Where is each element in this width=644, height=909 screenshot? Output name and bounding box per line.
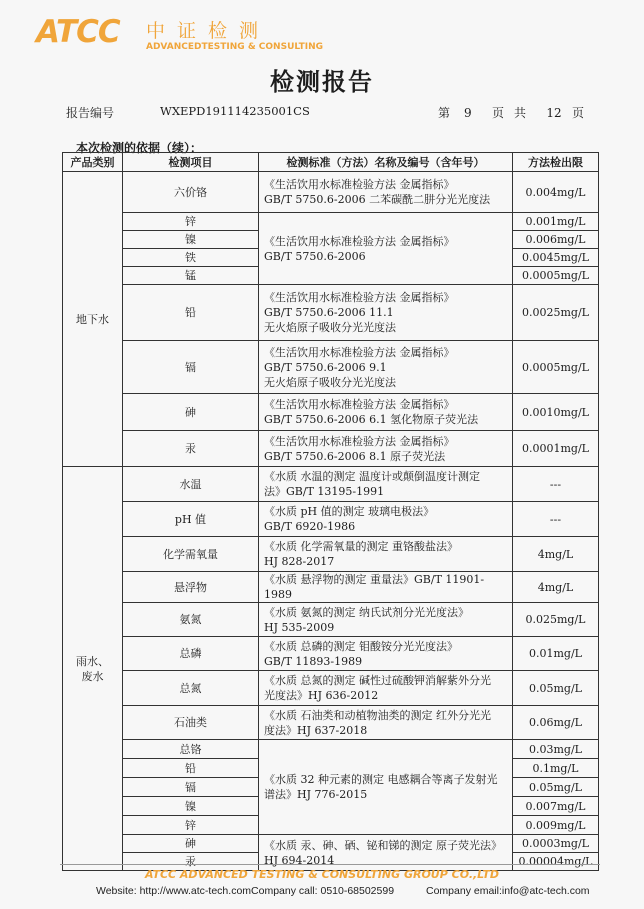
table-row [63,603,599,637]
table-row [63,467,599,502]
limit-cell: 0.009mg/L [513,816,599,835]
page-indicator [438,104,584,121]
standard-cell: 《生活饮用水标准检验方法 金属指标》 GB/T 5750.6-2006 6.1 氢化物原子荧光法 [259,394,513,431]
item-cell: 汞 [123,853,259,871]
limit-cell: --- [513,467,599,502]
limit-cell: 0.0005mg/L [513,267,599,285]
standard-cell: 《水质 汞、砷、硒、铋和锑的测定 原子荧光法》 HJ 694-2014 [259,835,513,871]
page-word-gong: 共 [514,106,527,120]
standard-cell: 《水质 pH 值的测定 玻璃电极法》 GB/T 6920-1986 [259,502,513,537]
item-cell: 化学需氧量 [123,537,259,572]
standard-cell: 《水质 32 种元素的测定 电感耦合等离子发射光 谱法》HJ 776-2015 [259,740,513,835]
page-current: 9 [464,106,472,120]
item-cell: 铅 [123,285,259,341]
table-row [63,671,599,706]
footer-divider [60,864,600,865]
item-cell: 锌 [123,816,259,835]
limit-cell: 0.05mg/L [513,671,599,706]
footer-brand: ATCC ADVANCED TESTING & CONSULTING GROUP CO.,LTD [144,868,499,881]
footer-contact: Website: http://www.atc-tech.comCompany call: 0510-68502599 [96,885,395,897]
table-row [63,394,599,431]
item-cell: 总磷 [123,637,259,671]
limit-cell: 0.00004mg/L [513,853,599,871]
table-row [63,431,599,467]
basis-title: 本次检测的依据（续）： [76,141,203,155]
category-cell: 雨水、 废水 [63,467,123,871]
page-word-ye: 页 [492,106,505,120]
item-cell: 水温 [123,467,259,502]
standard-cell: 《水质 悬浮物的测定 重量法》GB/T 11901-1989 [259,572,513,603]
limit-cell: 0.03mg/L [513,740,599,759]
item-cell: 锰 [123,267,259,285]
standard-cell: 《生活饮用水标准检验方法 金属指标》 GB/T 5750.6-2006 11.1 无火焰原子吸收分光光度法 [259,285,513,341]
logo-english-name: ADVANCEDTESTING & CONSULTING [146,42,324,52]
item-cell: 铁 [123,249,259,267]
item-cell: 镉 [123,778,259,797]
table-row [63,706,599,740]
limit-cell: 0.0005mg/L [513,341,599,394]
limit-cell: 4mg/L [513,572,599,603]
table-row [63,172,599,213]
item-cell: 镍 [123,231,259,249]
logo-mark: ATCC [36,14,120,50]
limit-cell: 0.0003mg/L [513,835,599,853]
limit-cell: 0.0010mg/L [513,394,599,431]
standard-cell: 《生活饮用水标准检验方法 金属指标》 GB/T 5750.6-2006 二苯碳酰二肼分光光度法 [259,172,513,213]
limit-cell: 0.0045mg/L [513,249,599,267]
table-header-row [63,153,599,172]
footer-email: Company email:info@atc-tech.com [426,885,590,897]
table-row [63,537,599,572]
item-cell: 总氮 [123,671,259,706]
limit-cell: 0.001mg/L [513,213,599,231]
standard-cell: 《水质 总磷的测定 钼酸铵分光光度法》 GB/T 11893-1989 [259,637,513,671]
standard-cell: 《水质 化学需氧量的测定 重铬酸盐法》 HJ 828-2017 [259,537,513,572]
standard-cell: 《水质 总氮的测定 碱性过硫酸钾消解紫外分光 光度法》HJ 636-2012 [259,671,513,706]
table-row [63,285,599,341]
item-cell: 六价铬 [123,172,259,213]
limit-cell: 0.1mg/L [513,759,599,778]
table-row [63,213,599,231]
header-detection-limit: 方法检出限 [513,153,599,172]
limit-cell: 0.06mg/L [513,706,599,740]
item-cell: 砷 [123,394,259,431]
page-word-ye2: 页 [572,106,585,120]
page-total: 12 [546,106,562,120]
page-title: 检测报告 [270,68,374,96]
category-cell: 地下水 [63,172,123,467]
limit-cell: --- [513,502,599,537]
header-test-item: 检测项目 [123,153,259,172]
item-cell: 镉 [123,341,259,394]
table-row [63,502,599,537]
standard-cell: 《生活饮用水标准检验方法 金属指标》 GB/T 5750.6-2006 [259,213,513,285]
item-cell: 汞 [123,431,259,467]
standard-cell: 《生活饮用水标准检验方法 金属指标》 GB/T 5750.6-2006 8.1 原子荧光法 [259,431,513,467]
logo-chinese-name: 中证检测 [146,20,271,42]
table-row [63,835,599,853]
standard-cell: 《水质 水温的测定 温度计或颠倒温度计测定 法》GB/T 13195-1991 [259,467,513,502]
item-cell: 氨氮 [123,603,259,637]
limit-cell: 0.007mg/L [513,797,599,816]
test-basis-table [62,152,599,871]
limit-cell: 0.025mg/L [513,603,599,637]
limit-cell: 0.0001mg/L [513,431,599,467]
standard-cell: 《水质 石油类和动植物油类的测定 红外分光光 度法》HJ 637-2018 [259,706,513,740]
item-cell: 石油类 [123,706,259,740]
item-cell: 镍 [123,797,259,816]
standard-cell: 《生活饮用水标准检验方法 金属指标》 GB/T 5750.6-2006 9.1 无火焰原子吸收分光光度法 [259,341,513,394]
limit-cell: 0.0025mg/L [513,285,599,341]
table-row [63,740,599,759]
limit-cell: 0.004mg/L [513,172,599,213]
header-standard: 检测标准（方法）名称及编号（含年号） [259,153,513,172]
limit-cell: 4mg/L [513,537,599,572]
company-logo [36,14,326,54]
table-row [63,572,599,603]
page-word-di: 第 [438,106,451,120]
limit-cell: 0.01mg/L [513,637,599,671]
item-cell: 悬浮物 [123,572,259,603]
report-number-label: 报告编号 [66,106,115,120]
header-product-category: 产品类别 [63,153,123,172]
limit-cell: 0.006mg/L [513,231,599,249]
table-row [63,637,599,671]
item-cell: 铅 [123,759,259,778]
table-row [63,341,599,394]
item-cell: pH 值 [123,502,259,537]
limit-cell: 0.05mg/L [513,778,599,797]
item-cell: 总铬 [123,740,259,759]
standard-cell: 《水质 氨氮的测定 纳氏试剂分光光度法》 HJ 535-2009 [259,603,513,637]
item-cell: 锌 [123,213,259,231]
report-number: WXEPD191114235001CS [160,104,310,118]
item-cell: 砷 [123,835,259,853]
